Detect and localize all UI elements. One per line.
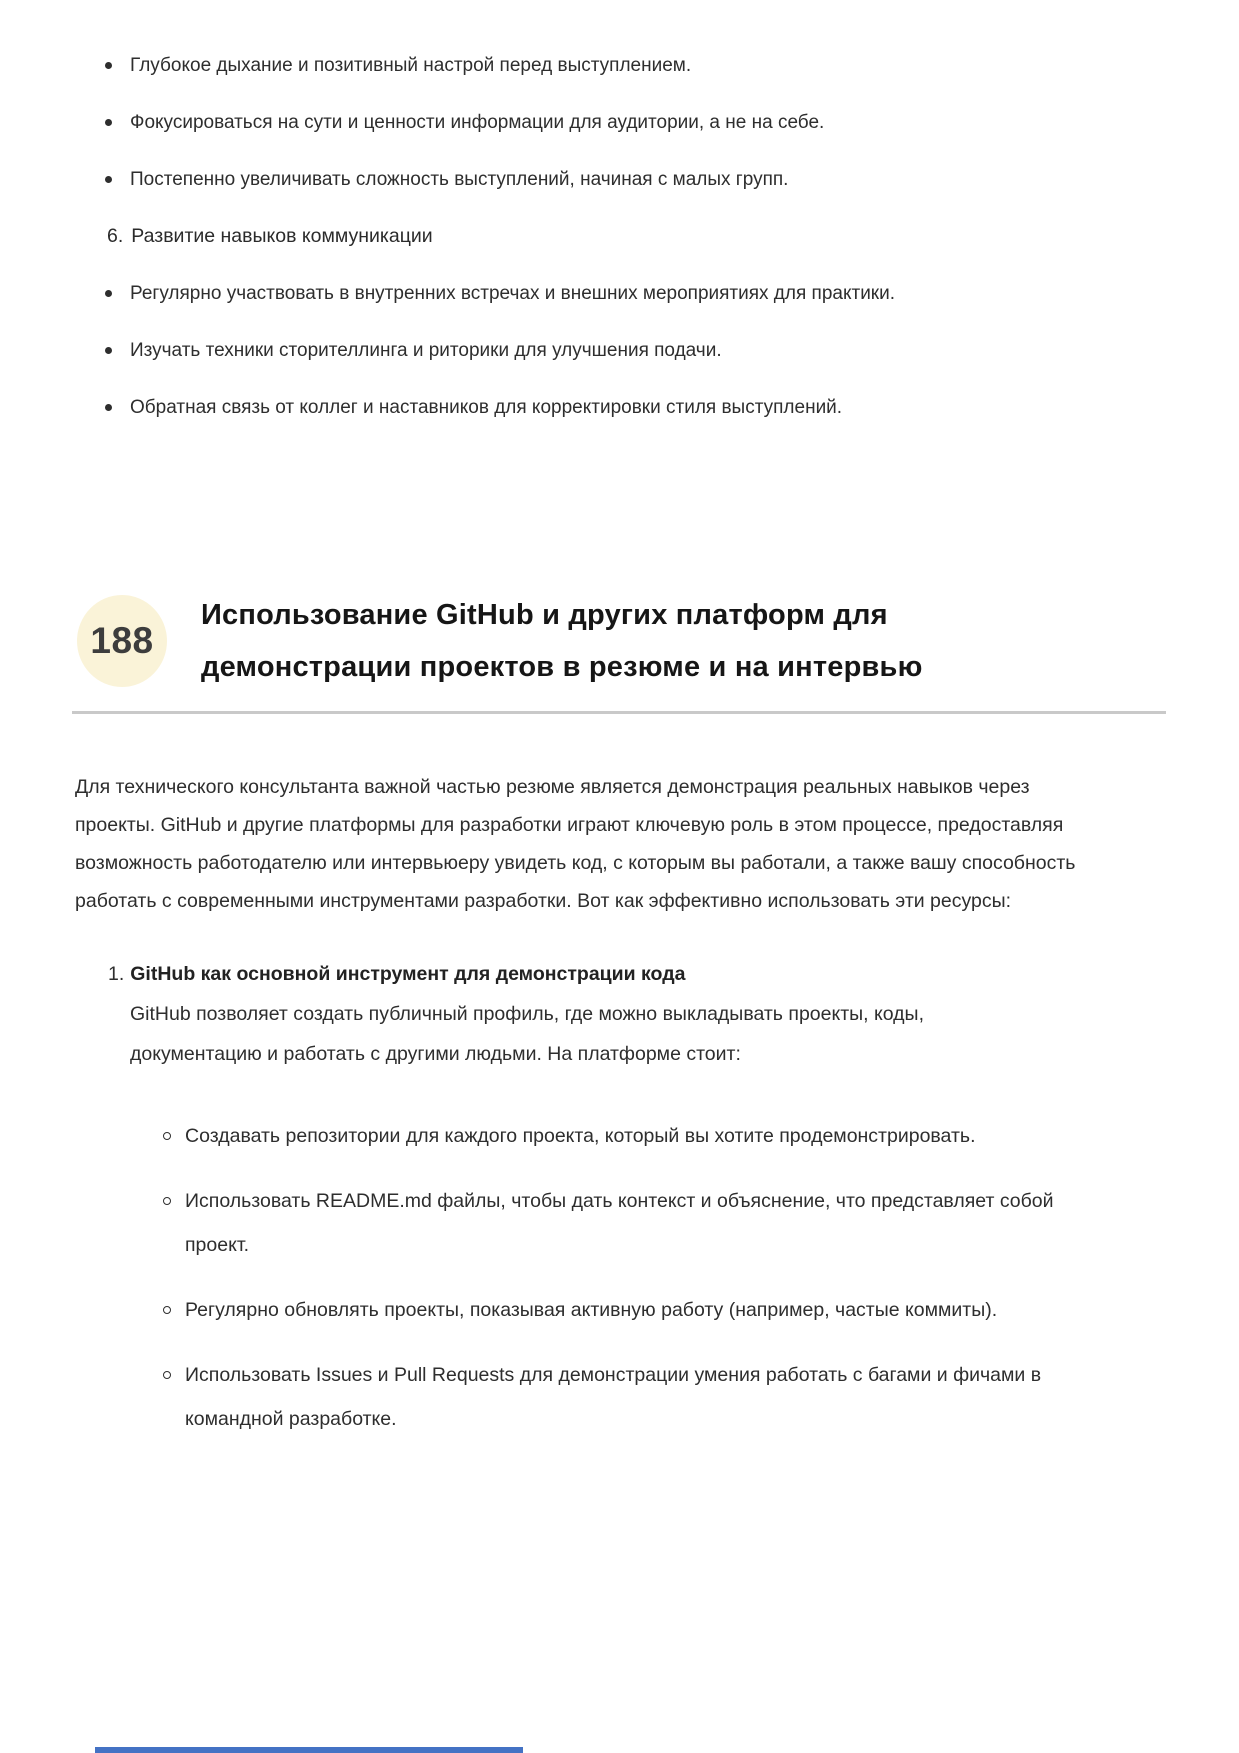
title-divider: [72, 711, 1166, 714]
bullet-dot-icon: [105, 176, 112, 183]
section-title: [201, 589, 923, 693]
bullet-text: Регулярно обновлять проекты, показывая активную работу (например, частые коммиты).: [185, 1298, 998, 1321]
list-item: [75, 1179, 1165, 1267]
section-header: [75, 589, 1165, 693]
list-item: [75, 280, 1165, 307]
item-1-body: GitHub позволяет создать публичный профиль, где можно выкладывать проекты, коды, документацию и работать с другими людьми. На платформе стоит:: [130, 1002, 924, 1065]
item-number: 1.: [108, 962, 125, 985]
bullet-text: Изучать техники сторителлинга и риторики для улучшения подачи.: [130, 340, 722, 361]
bullet-text: Регулярно участвовать в внутренних встречах и внешних мероприятиях для практики.: [130, 283, 896, 304]
sub-bullet-list: [75, 1114, 1165, 1441]
section-title-line1: Использование GitHub и других платформ для: [201, 599, 888, 631]
bullet-text: Обратная связь от коллег и наставников для корректировки стиля выступлений.: [130, 397, 843, 418]
list-item: [75, 109, 1165, 136]
intro-paragraph: Для технического консультанта важной частью резюме является демонстрация реальных навыков через проекты. GitHub и другие платформы для разработки играют ключевую роль в этом процессе, предоставляя возможность работодателю или интервьюеру увидеть код, с которым вы работали, а также вашу способность работать с современными инструментами разработки. Вот как эффективно использовать эти ресурсы:: [75, 775, 1076, 912]
bullet-dot-icon: [105, 290, 112, 297]
numbered-heading-6: [107, 223, 1165, 250]
list-item: [75, 1353, 1165, 1441]
bullet-text: Создавать репозитории для каждого проекта, который вы хотите продемонстрировать.: [185, 1124, 976, 1147]
bullet-circle-icon: [163, 1306, 171, 1314]
bullet-circle-icon: [163, 1197, 171, 1205]
bullet-text: Постепенно увеличивать сложность выступлений, начиная с малых групп.: [130, 169, 789, 190]
list-item: [75, 337, 1165, 364]
heading-text: Развитие навыков коммуникации: [131, 225, 433, 247]
next-section-accent-bar: [95, 1747, 523, 1753]
list-item: [75, 394, 1165, 421]
bullet-dot-icon: [105, 404, 112, 411]
list-item: [75, 166, 1165, 193]
section-number-badge: 188: [77, 595, 167, 687]
item-1-heading: [108, 954, 1165, 994]
bullet-dot-icon: [105, 347, 112, 354]
bullet-dot-icon: [105, 62, 112, 69]
bullet-dot-icon: [105, 119, 112, 126]
bullet-text: Использовать Issues и Pull Requests для демонстрации умения работать с багами и фичами в командной разработке.: [185, 1363, 1042, 1430]
bullet-circle-icon: [163, 1132, 171, 1140]
bullet-text: Использовать README.md файлы, чтобы дать контекст и объяснение, что представляет собой проект.: [185, 1189, 1054, 1256]
bullet-circle-icon: [163, 1371, 171, 1379]
bullet-text: Фокусироваться на сути и ценности информации для аудитории, а не на себе.: [130, 112, 825, 133]
list-item: [75, 52, 1165, 79]
list-item: [75, 1114, 1165, 1158]
item-number: 6.: [107, 225, 124, 247]
top-bullet-list: [75, 52, 1165, 193]
mid-bullet-list: [75, 280, 1165, 421]
numbered-item-1: [75, 954, 1165, 1441]
section-title-line2: демонстрации проектов в резюме и на интервью: [201, 651, 923, 683]
bullet-text: Глубокое дыхание и позитивный настрой перед выступлением.: [130, 55, 692, 76]
item-title: GitHub как основной инструмент для демонстрации кода: [130, 962, 686, 985]
list-item: [75, 1288, 1165, 1332]
